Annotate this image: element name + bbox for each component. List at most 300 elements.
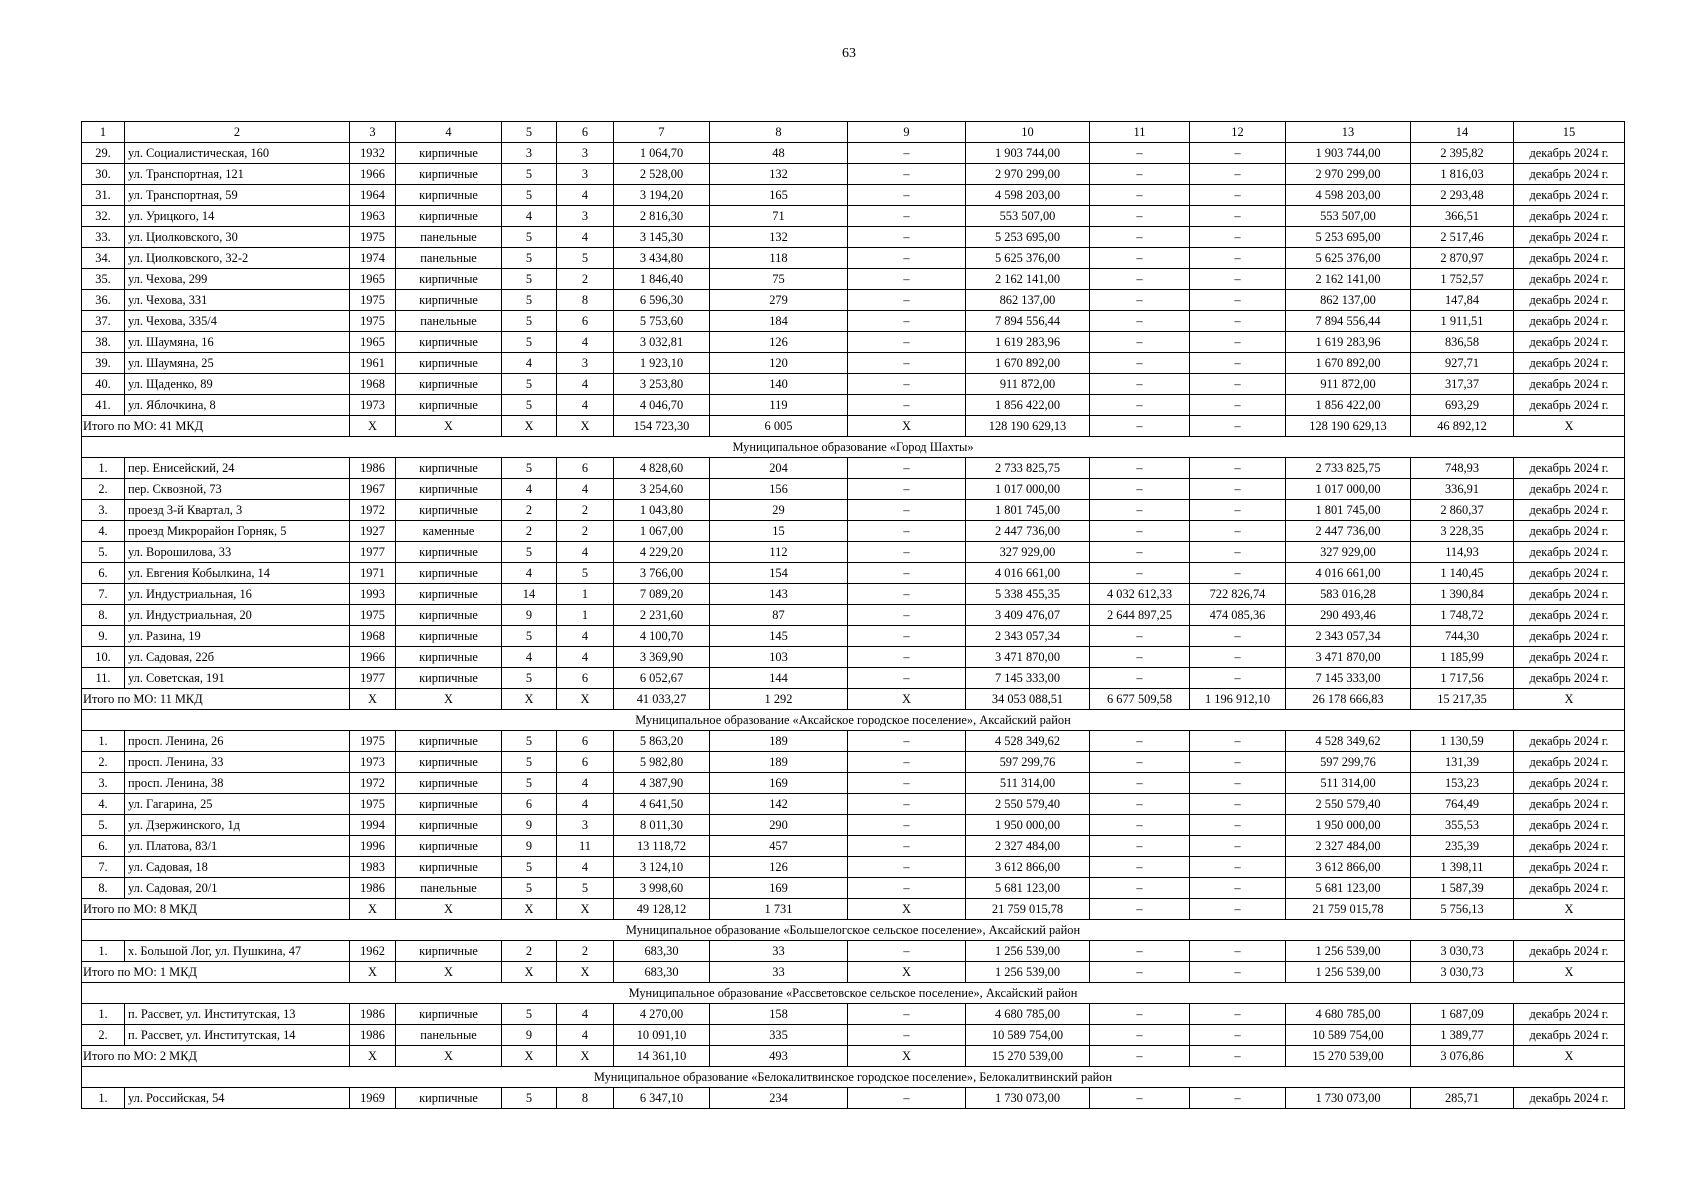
total-cell: X <box>848 899 966 920</box>
table-cell: – <box>1090 752 1190 773</box>
total-cell: 21 759 015,78 <box>1286 899 1411 920</box>
column-header: 3 <box>350 122 396 143</box>
address-cell: ул. Разина, 19 <box>125 626 350 647</box>
table-cell: – <box>1090 626 1190 647</box>
table-cell: 2 816,30 <box>614 206 710 227</box>
table-cell: 5 681 123,00 <box>966 878 1090 899</box>
table-cell: 2 395,82 <box>1411 143 1514 164</box>
table-cell: 3 032,81 <box>614 332 710 353</box>
table-cell: 8. <box>82 878 125 899</box>
table-cell: 4 <box>557 773 614 794</box>
table-cell: – <box>1190 479 1286 500</box>
total-cell: X <box>502 899 557 920</box>
table-row <box>82 878 1625 899</box>
table-cell: 3. <box>82 500 125 521</box>
table-cell: 553 507,00 <box>1286 206 1411 227</box>
address-cell: ул. Гагарина, 25 <box>125 794 350 815</box>
table-cell: – <box>848 647 966 668</box>
table-cell: 1 017 000,00 <box>966 479 1090 500</box>
table-cell: декабрь 2024 г. <box>1514 563 1625 584</box>
table-cell: 3 030,73 <box>1411 941 1514 962</box>
table-cell: – <box>848 773 966 794</box>
table-cell: 4 641,50 <box>614 794 710 815</box>
table-cell: 2 528,00 <box>614 164 710 185</box>
table-cell: 1 670 892,00 <box>966 353 1090 374</box>
table-cell: 2 343 057,34 <box>1286 626 1411 647</box>
address-cell: ул. Щаденко, 89 <box>125 374 350 395</box>
table-cell: – <box>848 1088 966 1109</box>
column-header: 4 <box>396 122 502 143</box>
table-cell: 4 <box>557 794 614 815</box>
table-cell: 75 <box>710 269 848 290</box>
table-cell: 764,49 <box>1411 794 1514 815</box>
table-cell: декабрь 2024 г. <box>1514 626 1625 647</box>
table-cell: – <box>848 584 966 605</box>
table-cell: 31. <box>82 185 125 206</box>
total-cell: X <box>396 962 502 983</box>
table-cell: 142 <box>710 794 848 815</box>
table-cell: 693,29 <box>1411 395 1514 416</box>
table-cell: – <box>848 332 966 353</box>
column-header: 14 <box>1411 122 1514 143</box>
address-cell: ул. Шаумяна, 25 <box>125 353 350 374</box>
table-cell: 1977 <box>350 542 396 563</box>
table-cell: 9 <box>502 605 557 626</box>
table-cell: 327 929,00 <box>966 542 1090 563</box>
table-cell: кирпичные <box>396 500 502 521</box>
table-cell: – <box>1090 143 1190 164</box>
total-cell: 6 005 <box>710 416 848 437</box>
table-cell: 7 145 333,00 <box>966 668 1090 689</box>
table-row <box>82 857 1625 878</box>
table-row <box>82 647 1625 668</box>
table-cell: декабрь 2024 г. <box>1514 794 1625 815</box>
table-cell: 1 064,70 <box>614 143 710 164</box>
table-cell: – <box>848 185 966 206</box>
table-cell: 1 856 422,00 <box>1286 395 1411 416</box>
total-cell: X <box>848 962 966 983</box>
address-cell: ул. Чехова, 331 <box>125 290 350 311</box>
total-cell: – <box>1090 899 1190 920</box>
table-cell: 3 124,10 <box>614 857 710 878</box>
table-cell: – <box>1190 521 1286 542</box>
total-row <box>82 416 1625 437</box>
municipality-section-row <box>82 983 1625 1004</box>
table-cell: – <box>1090 521 1190 542</box>
table-row <box>82 584 1625 605</box>
table-cell: 1 717,56 <box>1411 668 1514 689</box>
table-cell: 1966 <box>350 647 396 668</box>
table-cell: – <box>848 269 966 290</box>
table-cell: декабрь 2024 г. <box>1514 1025 1625 1046</box>
table-cell: 2 <box>502 521 557 542</box>
table-row <box>82 143 1625 164</box>
table-cell: – <box>848 794 966 815</box>
table-cell: 4 100,70 <box>614 626 710 647</box>
table-cell: 3 <box>502 143 557 164</box>
municipality-section-row <box>82 710 1625 731</box>
table-cell: – <box>848 1004 966 1025</box>
total-cell: X <box>557 962 614 983</box>
municipality-name: Муниципальное образование «Рассветовское сельское поселение», Аксайский район <box>82 983 1625 1004</box>
total-cell: – <box>1090 1046 1190 1067</box>
table-cell: 1986 <box>350 458 396 479</box>
table-cell: 279 <box>710 290 848 311</box>
table-cell: кирпичные <box>396 1004 502 1025</box>
table-cell: 3 998,60 <box>614 878 710 899</box>
table-row <box>82 668 1625 689</box>
table-row <box>82 311 1625 332</box>
table-cell: – <box>1190 752 1286 773</box>
table-cell: 1. <box>82 941 125 962</box>
table-cell: 2 <box>557 500 614 521</box>
table-cell: 5 <box>557 563 614 584</box>
table-cell: 5 <box>502 269 557 290</box>
table-row <box>82 626 1625 647</box>
table-cell: 1962 <box>350 941 396 962</box>
table-row <box>82 542 1625 563</box>
table-cell: 5 <box>502 374 557 395</box>
table-cell: – <box>1190 1004 1286 1025</box>
table-cell: 1 587,39 <box>1411 878 1514 899</box>
table-cell: – <box>848 752 966 773</box>
table-cell: кирпичные <box>396 269 502 290</box>
table-cell: 4 016 661,00 <box>1286 563 1411 584</box>
table-row <box>82 458 1625 479</box>
table-cell: 1974 <box>350 248 396 269</box>
table-cell: – <box>1190 143 1286 164</box>
table-cell: 2 <box>557 269 614 290</box>
table-cell: 132 <box>710 227 848 248</box>
total-cell: 1 256 539,00 <box>966 962 1090 983</box>
table-cell: – <box>1190 248 1286 269</box>
table-cell: – <box>1090 458 1190 479</box>
table-cell: декабрь 2024 г. <box>1514 353 1625 374</box>
total-cell: 128 190 629,13 <box>966 416 1090 437</box>
total-cell: – <box>1190 962 1286 983</box>
table-cell: 5 <box>557 248 614 269</box>
address-cell: ул. Чехова, 335/4 <box>125 311 350 332</box>
total-cell: X <box>502 689 557 710</box>
table-cell: 1932 <box>350 143 396 164</box>
table-cell: – <box>848 563 966 584</box>
address-cell: проезд Микрорайон Горняк, 5 <box>125 521 350 542</box>
table-cell: 1965 <box>350 269 396 290</box>
table-cell: 2. <box>82 752 125 773</box>
table-cell: – <box>1190 563 1286 584</box>
table-cell: 7 089,20 <box>614 584 710 605</box>
table-cell: – <box>1090 563 1190 584</box>
table-cell: декабрь 2024 г. <box>1514 185 1625 206</box>
total-cell: X <box>848 1046 966 1067</box>
table-cell: – <box>1090 857 1190 878</box>
address-cell: просп. Ленина, 33 <box>125 752 350 773</box>
table-cell: 1 067,00 <box>614 521 710 542</box>
table-cell: 1975 <box>350 605 396 626</box>
table-cell: декабрь 2024 г. <box>1514 248 1625 269</box>
table-cell: кирпичные <box>396 584 502 605</box>
table-cell: 33. <box>82 227 125 248</box>
table-cell: 4 046,70 <box>614 395 710 416</box>
table-cell: 15 <box>710 521 848 542</box>
table-cell: 9 <box>502 1025 557 1046</box>
table-cell: 5 <box>502 290 557 311</box>
table-cell: кирпичные <box>396 395 502 416</box>
table-cell: 153,23 <box>1411 773 1514 794</box>
table-cell: декабрь 2024 г. <box>1514 857 1625 878</box>
table-cell: 35. <box>82 269 125 290</box>
table-cell: декабрь 2024 г. <box>1514 584 1625 605</box>
table-cell: 1 911,51 <box>1411 311 1514 332</box>
table-cell: 5 982,80 <box>614 752 710 773</box>
table-cell: – <box>1090 269 1190 290</box>
table-cell: 234 <box>710 1088 848 1109</box>
address-cell: ул. Российская, 54 <box>125 1088 350 1109</box>
table-cell: 2 733 825,75 <box>966 458 1090 479</box>
table-cell: – <box>1090 1088 1190 1109</box>
table-cell: декабрь 2024 г. <box>1514 374 1625 395</box>
municipality-name: Муниципальное образование «Большелогское сельское поселение», Аксайский район <box>82 920 1625 941</box>
table-row <box>82 773 1625 794</box>
total-label: Итого по МО: 1 МКД <box>82 962 350 983</box>
address-cell: проезд 3-й Квартал, 3 <box>125 500 350 521</box>
table-cell: – <box>1190 794 1286 815</box>
address-cell: х. Большой Лог, ул. Пушкина, 47 <box>125 941 350 962</box>
table-cell: 597 299,76 <box>1286 752 1411 773</box>
total-cell: 5 756,13 <box>1411 899 1514 920</box>
table-cell: 5 <box>502 185 557 206</box>
table-cell: 1. <box>82 458 125 479</box>
table-cell: 2 <box>502 941 557 962</box>
table-cell: 862 137,00 <box>966 290 1090 311</box>
table-cell: 3 194,20 <box>614 185 710 206</box>
table-cell: – <box>1190 626 1286 647</box>
table-cell: – <box>848 374 966 395</box>
column-header: 5 <box>502 122 557 143</box>
municipality-section-row <box>82 1067 1625 1088</box>
table-cell: 4 229,20 <box>614 542 710 563</box>
table-cell: 6 <box>557 668 614 689</box>
table-cell: 1 923,10 <box>614 353 710 374</box>
table-cell: 4. <box>82 794 125 815</box>
table-cell: 2 327 484,00 <box>1286 836 1411 857</box>
table-cell: 169 <box>710 773 848 794</box>
table-row <box>82 605 1625 626</box>
total-cell: X <box>502 416 557 437</box>
table-cell: декабрь 2024 г. <box>1514 836 1625 857</box>
table-cell: 1 185,99 <box>1411 647 1514 668</box>
table-row <box>82 185 1625 206</box>
total-cell: 3 076,86 <box>1411 1046 1514 1067</box>
address-cell: ул. Социалистическая, 160 <box>125 143 350 164</box>
table-cell: 32. <box>82 206 125 227</box>
table-cell: – <box>848 1025 966 1046</box>
table-cell: 1 619 283,96 <box>966 332 1090 353</box>
table-cell: 29 <box>710 500 848 521</box>
table-cell: – <box>1190 1088 1286 1109</box>
table-cell: кирпичные <box>396 815 502 836</box>
table-cell: 2 162 141,00 <box>966 269 1090 290</box>
table-row <box>82 731 1625 752</box>
municipality-name: Муниципальное образование «Город Шахты» <box>82 437 1625 458</box>
address-cell: ул. Ворошилова, 33 <box>125 542 350 563</box>
table-cell: 6 <box>557 752 614 773</box>
table-row <box>82 563 1625 584</box>
table-cell: 5 <box>502 311 557 332</box>
table-row <box>82 164 1625 185</box>
table-cell: 5 <box>502 542 557 563</box>
table-cell: – <box>1190 1025 1286 1046</box>
table-cell: 4 <box>502 479 557 500</box>
address-cell: ул. Транспортная, 121 <box>125 164 350 185</box>
table-cell: – <box>1090 647 1190 668</box>
table-cell: декабрь 2024 г. <box>1514 479 1625 500</box>
table-cell: 927,71 <box>1411 353 1514 374</box>
table-cell: 145 <box>710 626 848 647</box>
table-cell: 911 872,00 <box>966 374 1090 395</box>
table-cell: 4 680 785,00 <box>966 1004 1090 1025</box>
table-cell: – <box>848 605 966 626</box>
total-cell: 1 196 912,10 <box>1190 689 1286 710</box>
table-cell: 4 828,60 <box>614 458 710 479</box>
table-cell: 1969 <box>350 1088 396 1109</box>
table-cell: 6 <box>557 458 614 479</box>
total-cell: X <box>350 962 396 983</box>
table-cell: декабрь 2024 г. <box>1514 752 1625 773</box>
table-cell: 4 <box>557 374 614 395</box>
table-cell: 118 <box>710 248 848 269</box>
table-cell: 2 733 825,75 <box>1286 458 1411 479</box>
total-cell: 1 731 <box>710 899 848 920</box>
table-cell: 143 <box>710 584 848 605</box>
address-cell: просп. Ленина, 38 <box>125 773 350 794</box>
table-cell: 5 681 123,00 <box>1286 878 1411 899</box>
table-cell: 911 872,00 <box>1286 374 1411 395</box>
table-cell: 2 293,48 <box>1411 185 1514 206</box>
table-cell: 40. <box>82 374 125 395</box>
total-cell: X <box>396 689 502 710</box>
total-row <box>82 962 1625 983</box>
table-cell: – <box>1090 311 1190 332</box>
table-cell: 4 598 203,00 <box>966 185 1090 206</box>
table-cell: – <box>848 836 966 857</box>
table-row <box>82 836 1625 857</box>
table-cell: 327 929,00 <box>1286 542 1411 563</box>
table-cell: – <box>848 248 966 269</box>
total-cell: 14 361,10 <box>614 1046 710 1067</box>
table-cell: 1 846,40 <box>614 269 710 290</box>
table-cell: 2 343 057,34 <box>966 626 1090 647</box>
address-cell: ул. Садовая, 18 <box>125 857 350 878</box>
table-cell: 1 903 744,00 <box>1286 143 1411 164</box>
table-cell: кирпичные <box>396 290 502 311</box>
table-cell: 4 680 785,00 <box>1286 1004 1411 1025</box>
table-cell: кирпичные <box>396 773 502 794</box>
table-row <box>82 290 1625 311</box>
table-cell: 1 730 073,00 <box>966 1088 1090 1109</box>
address-cell: ул. Урицкого, 14 <box>125 206 350 227</box>
table-cell: 3 <box>557 164 614 185</box>
table-cell: – <box>1190 332 1286 353</box>
table-cell: 5 <box>502 878 557 899</box>
table-cell: 1 017 000,00 <box>1286 479 1411 500</box>
total-cell: X <box>350 899 396 920</box>
table-cell: 1973 <box>350 752 396 773</box>
total-cell: X <box>396 416 502 437</box>
table-cell: 1967 <box>350 479 396 500</box>
table-cell: декабрь 2024 г. <box>1514 605 1625 626</box>
table-cell: 5 <box>502 1004 557 1025</box>
table-cell: 1 950 000,00 <box>966 815 1090 836</box>
table-cell: 8 <box>557 290 614 311</box>
table-cell: 1986 <box>350 1025 396 1046</box>
table-cell: 13 118,72 <box>614 836 710 857</box>
table-cell: 1975 <box>350 311 396 332</box>
table-cell: декабрь 2024 г. <box>1514 731 1625 752</box>
table-cell: 748,93 <box>1411 458 1514 479</box>
table-cell: 119 <box>710 395 848 416</box>
table-cell: – <box>1190 941 1286 962</box>
table-cell: 6 596,30 <box>614 290 710 311</box>
table-cell: – <box>848 521 966 542</box>
total-cell: X <box>350 416 396 437</box>
total-cell: X <box>557 416 614 437</box>
table-row <box>82 479 1625 500</box>
table-cell: 1975 <box>350 794 396 815</box>
table-cell: 1972 <box>350 773 396 794</box>
table-cell: 5 625 376,00 <box>966 248 1090 269</box>
table-cell: 1. <box>82 1004 125 1025</box>
table-cell: 553 507,00 <box>966 206 1090 227</box>
table-cell: – <box>848 290 966 311</box>
table-cell: – <box>1090 227 1190 248</box>
table-cell: – <box>1190 353 1286 374</box>
table-cell: 1968 <box>350 626 396 647</box>
table-cell: 722 826,74 <box>1190 584 1286 605</box>
table-cell: 204 <box>710 458 848 479</box>
table-row <box>82 500 1625 521</box>
table-cell: кирпичные <box>396 542 502 563</box>
table-cell: 5 253 695,00 <box>1286 227 1411 248</box>
address-cell: п. Рассвет, ул. Институтская, 13 <box>125 1004 350 1025</box>
table-cell: – <box>1190 878 1286 899</box>
table-cell: – <box>1190 227 1286 248</box>
table-cell: 2 870,97 <box>1411 248 1514 269</box>
total-cell: X <box>502 1046 557 1067</box>
table-cell: кирпичные <box>396 374 502 395</box>
table-cell: 2. <box>82 1025 125 1046</box>
total-row <box>82 899 1625 920</box>
total-cell: – <box>1090 416 1190 437</box>
table-row <box>82 1088 1625 1109</box>
table-cell: 5 <box>502 248 557 269</box>
table-cell: панельные <box>396 248 502 269</box>
address-cell: ул. Транспортная, 59 <box>125 185 350 206</box>
table-cell: 7 145 333,00 <box>1286 668 1411 689</box>
table-cell: 3 254,60 <box>614 479 710 500</box>
table-cell: 4 528 349,62 <box>966 731 1090 752</box>
column-header: 10 <box>966 122 1090 143</box>
housing-register-table <box>81 121 1625 1109</box>
table-cell: кирпичные <box>396 458 502 479</box>
table-cell: 1963 <box>350 206 396 227</box>
table-row <box>82 815 1625 836</box>
table-cell: 4 <box>502 353 557 374</box>
table-cell: 165 <box>710 185 848 206</box>
table-cell: кирпичные <box>396 563 502 584</box>
table-cell: кирпичные <box>396 941 502 962</box>
table-cell: 144 <box>710 668 848 689</box>
